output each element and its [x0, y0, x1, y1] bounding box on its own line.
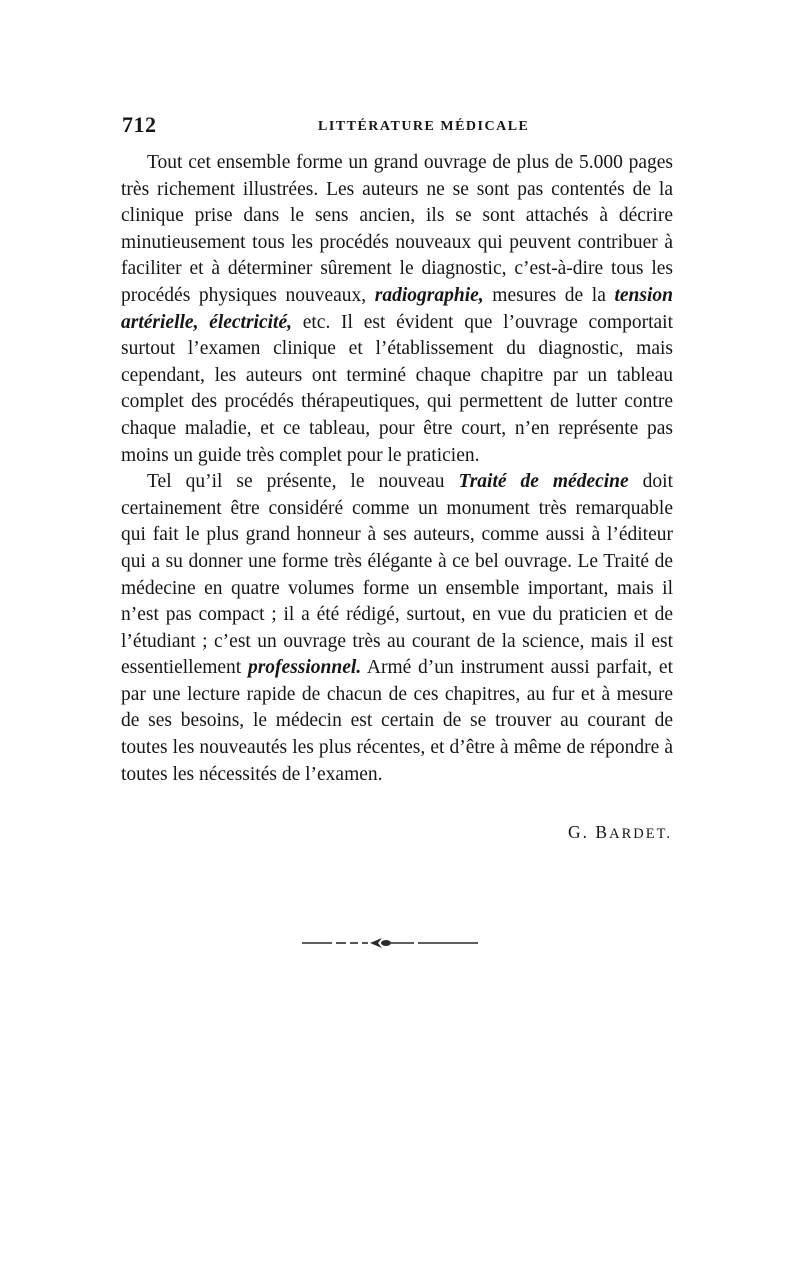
signature-surname-rest: ARDET. [609, 826, 672, 842]
section-end-ornament [302, 936, 478, 950]
paragraph-2-italic-b: professionnel. [247, 657, 362, 679]
paragraph-1 [121, 150, 673, 469]
paragraph-1-text-c: etc. Il est évident que l’ouvrage comportait surtout l’examen clinique et l’établissement du diagnostic, mais cependant, les auteurs ont terminé chaque chapitre par un tableau complet des procédés thérapeutiques, qui permettent de lutter contre chaque maladie, et ce tableau, pour être court, n’en représente pas moins un guide très complet pour le praticien. [121, 311, 674, 466]
paragraph-2-text-b: doit certainement être considéré comme un monument très remarquable qui fait le plus grand honneur à ses auteurs, comme aussi à l’éditeur qui a su donner une forme très élégante à ce bel ouvrage. Le Traité de médecine en quatre volumes forme un ensemble important, mais il n’est pas compact ; il a été rédigé, surtout, en vue du praticien et de l’étudiant ; c’est un ouvrage très au courant de la science, mais il est essentiellement [121, 471, 673, 679]
paragraph-2-text-c: Armé d’un instrument aussi parfait, et par une lecture rapide de chacun de ces chapitres, au fur et à mesure de ses besoins, le médecin est certain de se trouver au courant de toutes les nouveautés les plus récentes, et d’être à même de répondre à toutes les nécessités de l’examen. [121, 657, 673, 785]
signature-initial: G. B [568, 822, 610, 842]
running-head [122, 112, 670, 142]
paragraph-2 [121, 469, 673, 788]
running-head-title: LITTÉRATURE MÉDICALE [318, 119, 530, 134]
page-number: 712 [122, 112, 157, 137]
paragraph-2-text-a: Tel qu’il se présente, le nouveau [147, 471, 459, 493]
paragraph-2-italic-a: Traité de médecine [458, 471, 629, 493]
paragraph-1-italic-a: radiographie, [374, 284, 484, 306]
body-text [121, 150, 673, 788]
paragraph-1-italic-b: tension artérielle, électricité, [121, 284, 673, 333]
author-signature [568, 822, 672, 843]
paragraph-1-text-a: Tout cet ensemble forme un grand ouvrage de plus de 5.000 pages très richement illustrées. Les auteurs ne se sont pas contentés de la clinique prise dans le sens ancien, ils se sont attachés à décrire minutieusement tous les procédés nouveaux qui peuvent contribuer à faciliter et à déterminer sûrement le diagnostic, c’est-à-dire tous les procédés physiques nouveaux, [121, 152, 673, 306]
paragraph-1-text-b: mesures de la [483, 284, 615, 306]
